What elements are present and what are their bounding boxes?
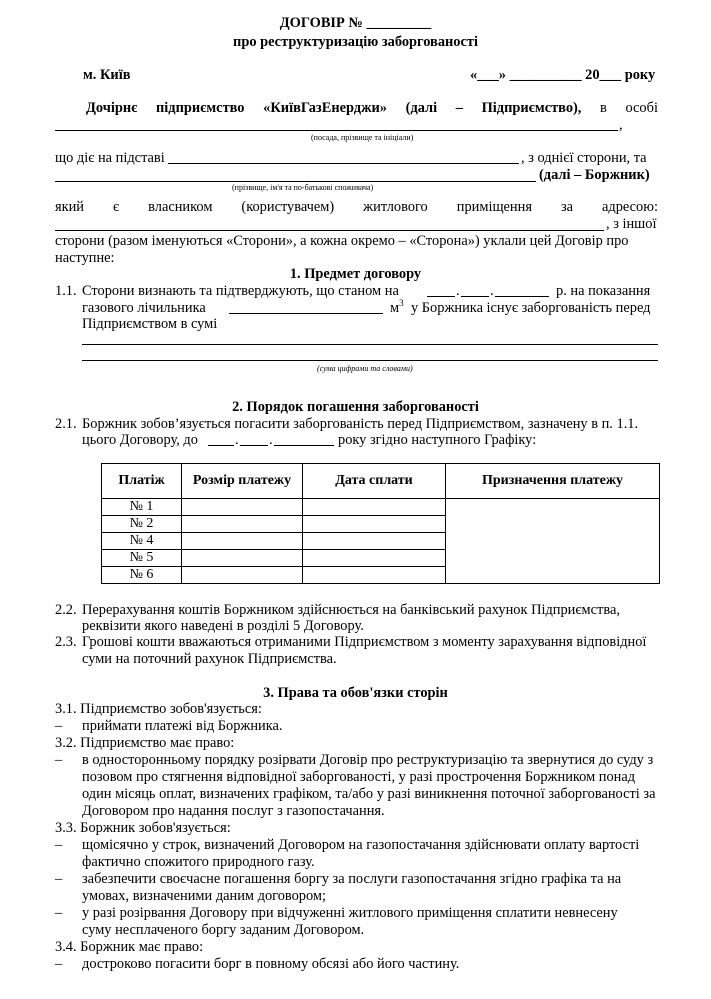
s22-line2: реквізити якого наведені в розділі 5 Договору. [82,618,364,634]
s32: 3.2. Підприємство має право: [55,735,235,751]
s21-year-blank[interactable] [274,445,334,446]
s33-item3-l2: суму несплаченого боргу заданим Договором. [82,922,365,938]
date-cell[interactable] [303,550,446,567]
basis-label: що діє на підставі [55,150,165,166]
s21-day-blank[interactable] [208,445,234,446]
amount-cell[interactable] [182,567,303,584]
s21-line1: Боржник зобов’язується погасити заборгованість перед Підприємством, зазначену в п. 1.1. [82,416,639,432]
s23-line2: суми на поточний рахунок Підприємства. [82,651,337,667]
document-subtitle: про реструктуризацію заборгованості [233,34,478,50]
s34: 3.4. Боржник має право: [55,939,204,955]
s11-day-blank[interactable] [427,296,455,297]
representative-blank[interactable] [55,130,618,131]
s33: 3.3. Боржник зобов'язується: [55,820,231,836]
section3-title: 3. Права та обов'язки сторін [263,685,448,701]
section1-title: 1. Предмет договору [289,266,422,282]
col-header-date: Дата сплати [303,464,446,499]
s33-item2-l2: умовах, визначеними даним договором; [82,888,327,904]
date-cell[interactable] [303,516,446,533]
party-enterprise-line: Дочірнє підприємство «КиївГазЕнерджи» (далі – Підприємство), в особі [86,100,658,116]
payment-number: № 6 [102,567,182,584]
s11-line2a: газового лічильника [82,300,206,316]
amount-cell[interactable] [182,533,303,550]
meter-blank[interactable] [229,313,383,314]
caption-sum: (сума цифрами та словами) [317,364,413,373]
city: м. Київ [83,67,131,83]
debt-sum-blank-2[interactable] [82,360,658,361]
address-blank[interactable] [55,230,604,231]
s32-item-l1: в односторонньому порядку розірвати Договір про реструктуризацію та звернутися до суду з [82,752,654,768]
s21-month-blank[interactable] [240,445,268,446]
payment-number: № 2 [102,516,182,533]
table-row [102,499,660,516]
s31: 3.1. Підприємство зобов'язується: [55,701,262,717]
date-cell[interactable] [303,499,446,516]
payment-number: № 4 [102,533,182,550]
s22-line1: Перерахування коштів Боржником здійснюється на банківський рахунок Підприємства, [82,602,620,618]
s11-line3: Підприємством в сумі [82,316,218,332]
s11-line2c: у Боржника існує заборгованість перед [411,300,651,316]
s31-item: приймати платежі від Боржника. [82,718,283,734]
s33-item2-l1: забезпечити своєчасне погашення боргу за послуги газопостачання згідно графіка та на [82,871,622,887]
section2-title: 2. Порядок погашення заборгованості [232,399,479,415]
s23-line1: Грошові кошти вважаються отриманими Підприємством з моменту зарахування відповідної [82,634,647,650]
date-cell[interactable] [303,567,446,584]
payment-schedule-table [101,463,660,584]
amount-cell[interactable] [182,550,303,567]
s34-item: достроково погасити борг в повному обсязі або його частину. [82,956,460,972]
col-header-purpose: Призначення платежу [446,464,660,499]
s21-line2a: цього Договору, до [82,432,198,448]
col-header-amount: Розмір платежу [182,464,303,499]
basis-blank[interactable] [168,163,519,164]
contract-page: ДОГОВІР № _________ про реструктуризацію заборгованості м. Київ «___» __________ 20___ року Дочірнє підприємство «КиївГазЕнерджи» (далі – Підприємство), в особі , (посада, прізвище та ініціали) що діє на підставі , з однієї сторони, та (далі – Боржник) (прізвище, ім'я та по-батькові споживача) який є власником (користувачем) житлового приміщення за адресою: , з іншої сторони (разом іменуються «Сторони», а кожна окремо – «Сторона») уклали цей Договір про наступне: 1. Предмет договору 1.1. Сторони визнають та підтверджують, що станом на . . р. на показання газового лічильника $м^3$ у Боржника існує заборгованість перед Підприємством в сумі (сума цифрами та словами) 2. Порядок погашення заборгованості 2.1. Боржник зобов’язується погасити заборгованість перед Підприємством, зазначену в п. 1.1. цього Договору, до . . року згідно наступного Графіку: Платіж Розмір платежу Дата сплати Призначення платежу № 1 № 2 № 4 № 5 № 6 2.2. Перерахування коштів Боржником здійснюється на банківський рахунок Підприємства, реквізити якого наведені в розділі 5 Договору. 2.3. Грошові кошти вважаються отриманими Підприємством з моменту зарахування відповідної суми на поточний рахунок Підприємства. 3. Права та обов'язки сторін 3.1. Підприємство зобов'язується: – приймати платежі від Боржника. 3.2. Підприємство має право: – в односторонньому порядку розірвати Договір про реструктуризацію та звернутися до суду з позовом про стягнення відповідної заборгованості, у разі прострочення Боржником понад один місяць оплат, визначених графіком, та/або у разі виникнення поточної заборгованості за Договором про надання послуг з газопостачання. 3.3. Боржник зобов'язується: – щомісячно у строк, визначений Договором на газопостачання здійснювати оплату вартості фактично спожитого природного газу. – забезпечити своєчасне погашення боргу за послуги газопостачання згідно графіка та на умовах, визначеними даним договором; – у разі розірвання Договору при відчуженні житлового приміщення сплатити невнесену суму несплаченого боргу заданим Договором. 3.4. Боржник має право: – достроково погасити борг в повному обсязі або його частину. [0,0,711,999]
s32-item-l3: один місяць оплат, визначених графіком, та/або у разі виникнення поточної заборгованості за [82,786,656,802]
s11-line1a: Сторони визнають та підтверджують, що станом на [82,283,399,299]
s32-item-l2: позовом про стягнення відповідної заборгованості, у разі прострочення Боржником понад [82,769,636,785]
payment-number: № 5 [102,550,182,567]
s11-month-blank[interactable] [461,296,489,297]
caption-position: (посада, прізвище та ініціали) [311,133,414,142]
conclusion-line1: сторони (разом іменуються «Сторони», а кожна окремо – «Сторона») уклали цей Договір про [55,233,629,249]
contract-date: «___» __________ 20___ року [470,67,656,83]
s33-item1-l1: щомісячно у строк, визначений Договором на газопостачання здійснювати оплату вартості [82,837,640,853]
document-title: ДОГОВІР № _________ [279,15,432,31]
debt-sum-blank-1[interactable] [82,344,658,345]
s33-item1-l2: фактично спожитого природного газу. [82,854,315,870]
date-cell[interactable] [303,533,446,550]
owner-line: який є власником (користувачем) житлового приміщення за адресою: [55,199,658,215]
debtor-label: (далі – Боржник) [539,167,650,183]
col-header-payment: Платіж [102,464,182,499]
amount-cell[interactable] [182,499,303,516]
s32-item-l4: Договором про надання послуг з газопостачання. [82,803,385,819]
amount-cell[interactable] [182,516,303,533]
conclusion-line2: наступне: [55,250,115,266]
debtor-name-blank[interactable] [55,181,536,182]
s33-item3-l1: у разі розірвання Договору при відчуженні житлового приміщення сплатити невнесену [82,905,618,921]
purpose-cell[interactable] [446,499,660,584]
s11-year-blank[interactable] [495,296,549,297]
caption-debtor: (прізвище, ім'я та по-батькові споживача) [232,183,374,192]
payment-number: № 1 [102,499,182,516]
